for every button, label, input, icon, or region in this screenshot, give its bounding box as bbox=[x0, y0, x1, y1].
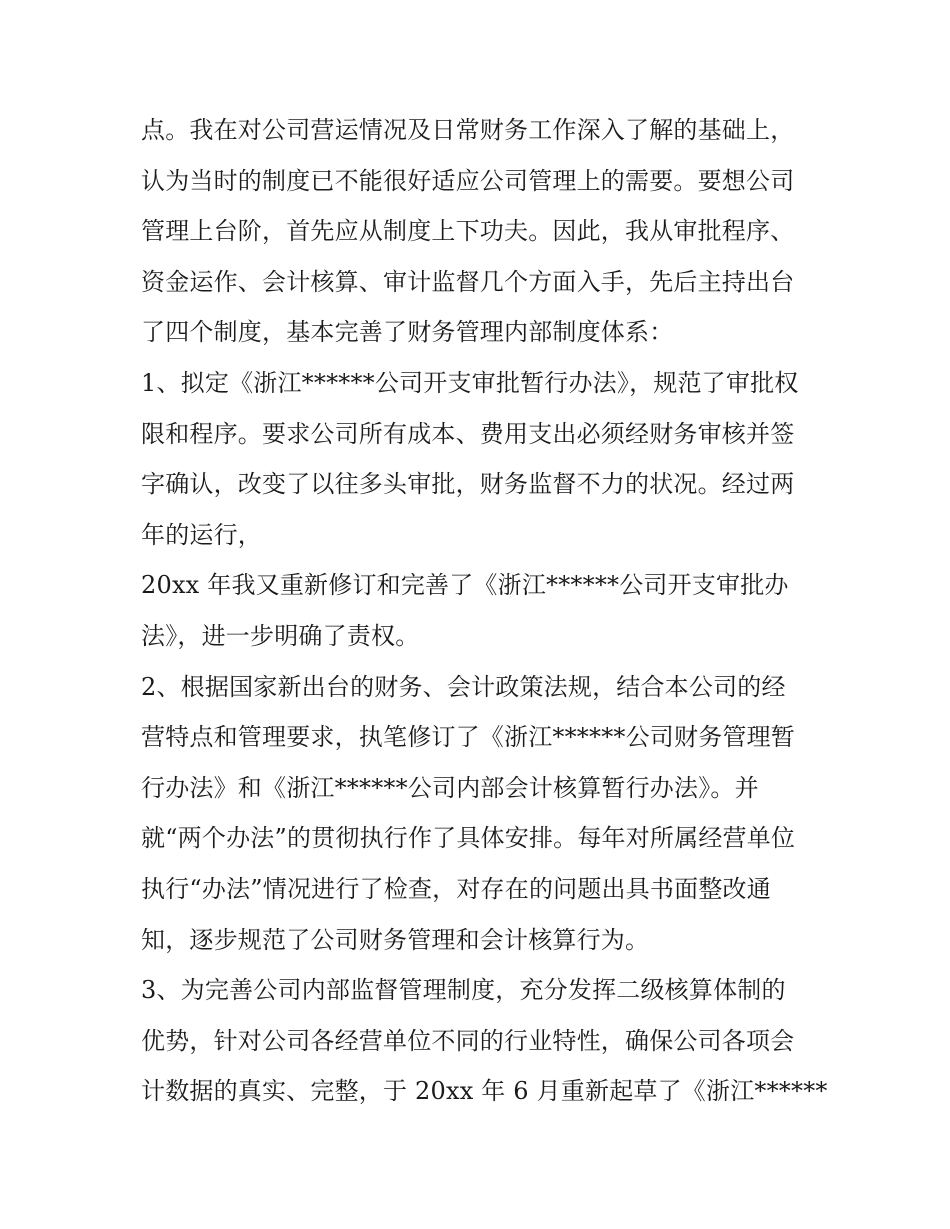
text-line: 限和程序。要求公司所有成本、费用支出必须经财务审核并签 bbox=[141, 419, 795, 448]
text-line: 字确认，改变了以往多头审批，财务监督不力的状况。经过两 bbox=[141, 470, 795, 499]
text-line: 执行“办法”情况进行了检查，对存在的问题出具书面整改通 bbox=[141, 874, 771, 903]
text-line: 年的运行， bbox=[141, 520, 262, 549]
text-line: 了四个制度，基本完善了财务管理内部制度体系： bbox=[141, 318, 674, 347]
text-line: 20xx 年我又重新修订和完善了《浙江******公司开支审批办 bbox=[141, 571, 789, 600]
text-line: 资金运作、会计核算、审计监督几个方面入手，先后主持出台 bbox=[141, 267, 795, 296]
text-line: 3、为完善公司内部监督管理制度，充分发挥二级核算体制的 bbox=[141, 976, 786, 1005]
text-line: 法》，进一步明确了责权。 bbox=[141, 621, 420, 650]
document-body bbox=[141, 105, 828, 1117]
text-line: 点。我在对公司营运情况及日常财务工作深入了解的基础上， bbox=[141, 116, 795, 144]
text-line: 优势，针对公司各经营单位不同的行业特性，确保公司各项会 bbox=[141, 1026, 795, 1055]
text-line: 营特点和管理要求，执笔修订了《浙江******公司财务管理暂 bbox=[141, 723, 795, 752]
text-line: 2、根据国家新出台的财务、会计政策法规，结合本公司的经 bbox=[141, 672, 786, 701]
text-line: 管理上台阶，首先应从制度上下功夫。因此，我从审批程序、 bbox=[141, 217, 795, 246]
text-line: 行办法》和《浙江******公司内部会计核算暂行办法》。并 bbox=[141, 773, 759, 802]
text-line: 计数据的真实、完整，于 20xx 年 6 月重新起草了《浙江****** bbox=[141, 1077, 828, 1106]
text-line: 认为当时的制度已不能很好适应公司管理上的需要。要想公司 bbox=[141, 166, 795, 195]
text-line: 就“两个办法”的贯彻执行作了具体安排。每年对所属经营单位 bbox=[141, 824, 796, 853]
text-line: 1、拟定《浙江******公司开支审批暂行办法》，规范了审批权 bbox=[141, 368, 799, 397]
text-line: 知，逐步规范了公司财务管理和会计核算行为。 bbox=[141, 925, 650, 954]
